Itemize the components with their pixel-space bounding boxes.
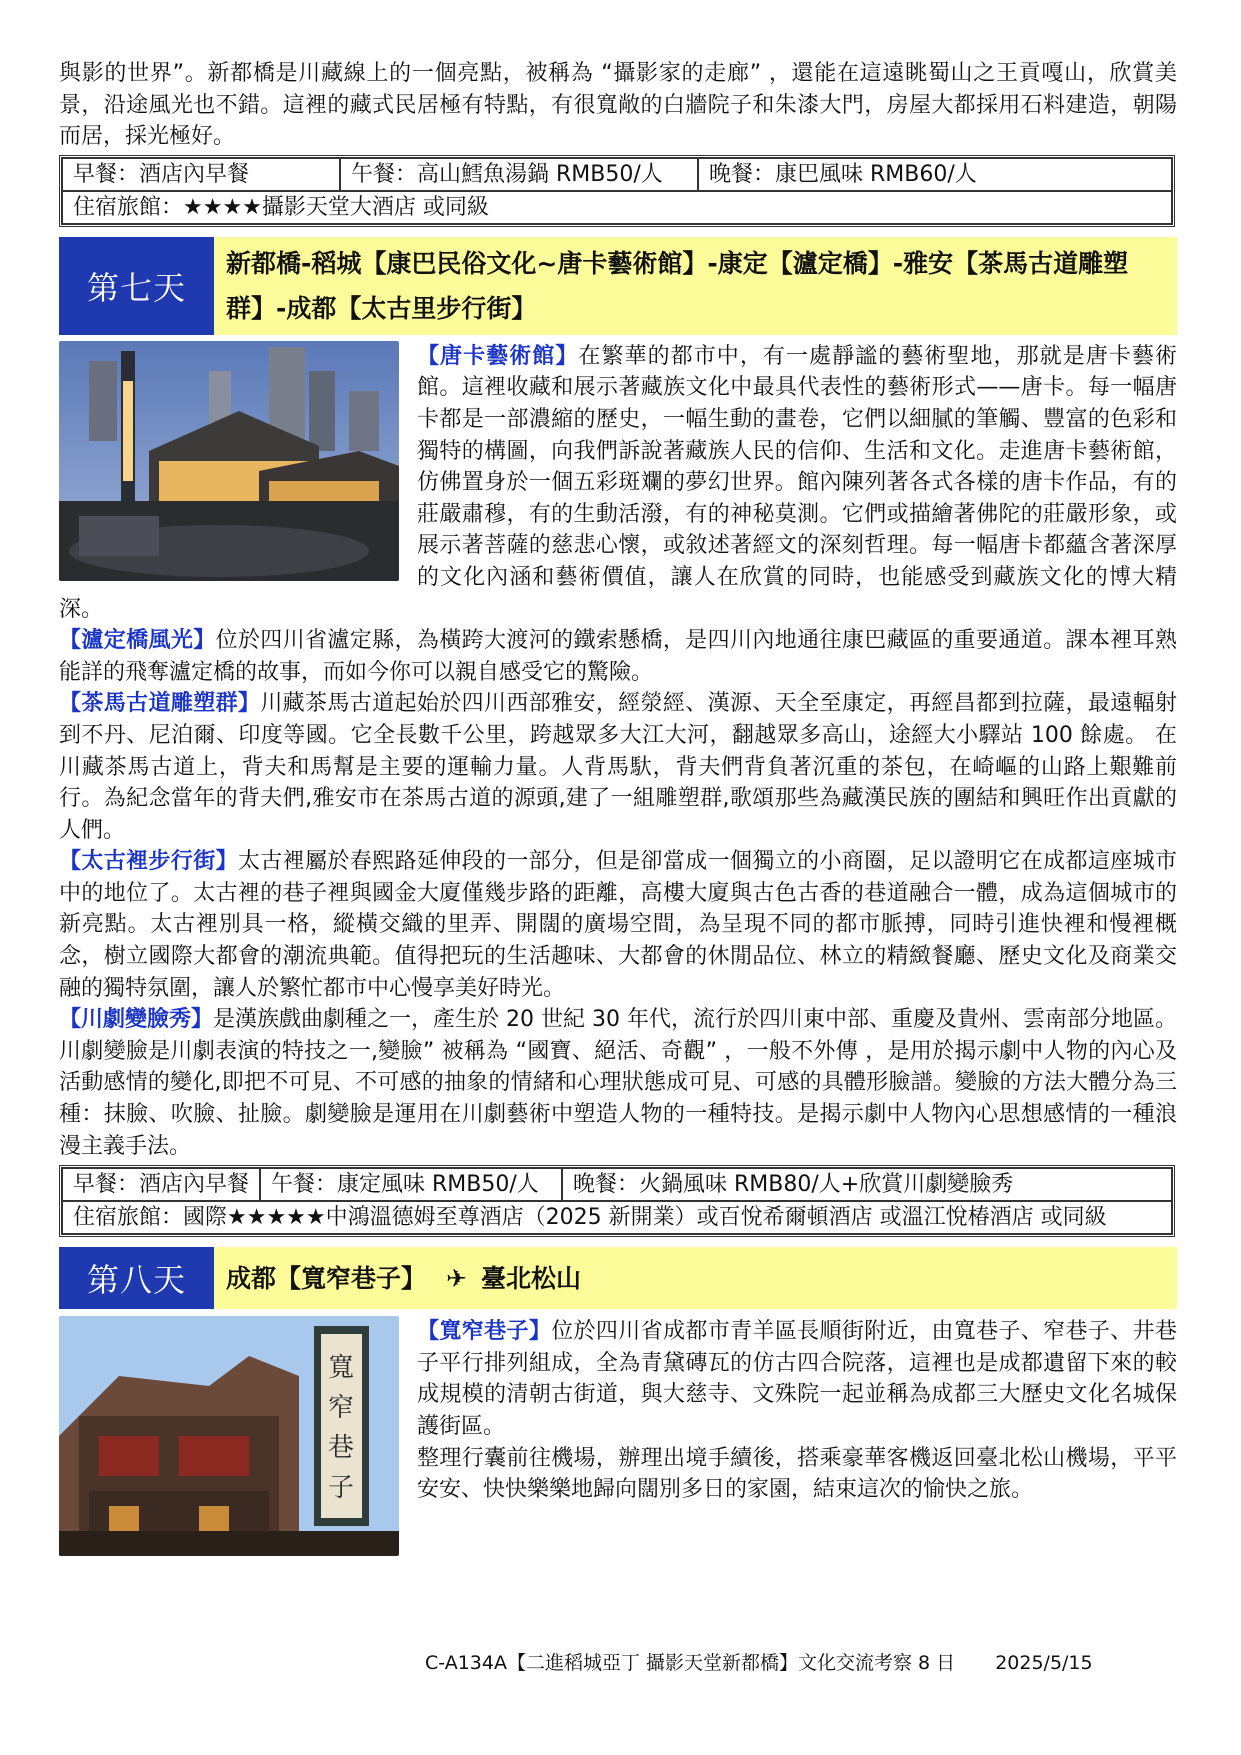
lunch-cell: 午餐：康定風味 RMB50/人 [260, 1168, 562, 1201]
day8-header [59, 1247, 1177, 1309]
taikoo-li-photo [59, 341, 399, 581]
dinner-cell: 晚餐：康巴風味 RMB60/人 [698, 158, 1172, 191]
day8-title-prefix: 成都【寬窄巷子】 [226, 1263, 427, 1293]
day8-badge: 第八天 [59, 1247, 214, 1309]
day7-body [59, 341, 1177, 1162]
taikoo-li-night-image [59, 341, 399, 581]
hotel-cell: 住宿旅館：★★★★攝影天堂大酒店 或同級 [62, 191, 1172, 224]
lunch-cell: 午餐：高山鱈魚湯鍋 RMB50/人 [340, 158, 698, 191]
kuanzhai-alley-photo [59, 1316, 399, 1556]
day8-title [214, 1247, 1177, 1309]
day7-header [59, 237, 1177, 335]
sign-glyph-4: 子 [327, 1473, 355, 1504]
kuanzhai-alley-image [59, 1316, 399, 1556]
sign-glyph-2: 窄 [327, 1393, 355, 1424]
day7-section-2: 【瀘定橋風光】位於四川省瀘定縣，為橫跨大渡河的鐵索懸橋，是四川內地通往康巴藏區的重要通道。課本裡耳熟能詳的飛奪瀘定橋的故事，而如今你可以親自感受它的驚險。 [59, 628, 1177, 685]
day7-section-4: 【太古裡步行街】太古裡屬於春熙路延伸段的一部分，但是卻當成一個獨立的小商圈，足以證明它在成都這座城市中的地位了。太古裡的巷子裡與國金大廈僅幾步路的距離，高樓大廈與古色古香的巷道融合一體，成為這個城市的新亮點。太古裡別具一格，縱橫交織的里弄、開闊的廣場空間，為呈現不同的都市脈搏，同時引進快裡和慢裡概念，樹立國際大都會的潮流典範。值得把玩的生活趣味、大都會的休閒品位、林立的精緻餐廳、歷史文化及商業交融的獨特氛圍，讓人於繁忙都市中心慢享美好時光。 [59, 849, 1177, 1001]
day7-section-5: 【川劇變臉秀】是漢族戲曲劇種之一，產生於 20 世紀 30 年代，流行於四川東中部、重慶及貴州、雲南部分地區。川劇變臉是川劇表演的特技之一,變臉” 被稱為 “國寶、絕活、奇觀” ，一般不外傳 ，是用於揭示劇中人物的內心及活動感情的變化,即把不可見、不可感的抽象的情緒和心理狀態成可見、可感的具體形臉譜。變臉的方法大體分為三種：抹臉、吹臉、扯臉。劇變臉是運用在川劇藝術中塑造人物的一種特技。是揭示劇中人物內心思想感情的一種浪漫主義手法。 [59, 1007, 1177, 1159]
airplane-icon: ✈ [446, 1263, 467, 1293]
sign-glyph-3: 巷 [327, 1433, 355, 1464]
hotel-cell: 住宿旅館：國際★★★★★中鴻溫德姆至尊酒店（2025 新開業）或百悅希爾頓酒店 或溫江悅椿酒店 或同級 [62, 1201, 1172, 1234]
day8-title-suffix: 臺北松山 [480, 1263, 581, 1293]
day7-section-1: 【唐卡藝術館】在繁華的都市中，有一處靜謐的藝術聖地，那就是唐卡藝術館。這裡收藏和展示著藏族文化中最具代表性的藝術形式——唐卡。每一幅唐卡都是一部濃縮的歷史，一幅生動的畫卷，它們以細膩的筆觸、豐富的色彩和獨特的構圖，向我們訴說著藏族人民的信仰、生活和文化。走進唐卡藝術館，仿佛置身於一個五彩斑斕的夢幻世界。館內陳列著各式各樣的唐卡作品，有的莊嚴肅穆，有的生動活潑，有的神秘莫測。它們或描繪著佛陀的莊嚴形象，或展示著菩薩的慈悲心懷，或敘述著經文的深刻哲理。每一幅唐卡都蘊含著深厚的文化內涵和藝術價值，讓人在欣賞的同時，也能感受到藏族文化的博大精深。 [59, 343, 1177, 622]
day7-badge: 第七天 [59, 237, 214, 335]
day7-title: 新都橋-稻城【康巴民俗文化~唐卡藝術館】-康定【瀘定橋】-雅安【茶馬古道雕塑群】-成都【太古里步行街】 [214, 237, 1177, 335]
footer [425, 1648, 1093, 1675]
day6-meals-table [59, 155, 1175, 227]
footer-code-title: C-A134A【二進稻城亞丁 攝影天堂新都橋】文化交流考察 8 日 [425, 1652, 956, 1674]
day8-section-1: 【寬窄巷子】位於四川省成都市青羊區長順街附近，由寬巷子、窄巷子、井巷子平行排列組成，全為青黛磚瓦的仿古四合院落，這裡也是成都遺留下來的較成規模的清朝古街道，與大慈寺、文殊院一起並稱為成都三大歷史文化名城保護街區。 [417, 1319, 1177, 1439]
sign-glyph-1: 寬 [327, 1353, 355, 1384]
breakfast-cell: 早餐：酒店內早餐 [62, 158, 340, 191]
breakfast-cell: 早餐：酒店內早餐 [62, 1168, 260, 1201]
footer-date: 2025/5/15 [995, 1652, 1093, 1674]
intro-paragraph: 與影的世界”。新都橋是川藏線上的一個亮點，被稱為 “攝影家的走廊” ，還能在這遠眺蜀山之王貢嘎山，欣賞美景，沿途風光也不錯。這裡的藏式民居極有特點，有很寬敞的白牆院子和朱漆大門，房屋大都採用石料建造，朝陽而居，採光極好。 [59, 61, 1177, 150]
itinerary-page [59, 58, 1177, 1562]
day8-body [59, 1316, 1177, 1562]
dinner-cell: 晚餐：火鍋風味 RMB80/人+欣賞川劇變臉秀 [562, 1168, 1172, 1201]
day7-section-3: 【茶馬古道雕塑群】川藏茶馬古道起始於四川西部雅安，經滎經、漢源、天全至康定，再經昌都到拉薩，最遠輻射到不丹、尼泊爾、印度等國。它全長數千公里，跨越眾多大江大河，翻越眾多高山，途經大小驛站 100 餘處。 在川藏茶馬古道上，背夫和馬幫是主要的運輸力量。人背馬馱，背夫們背負著沉重的茶包，在崎嶇的山路上艱難前行。為紀念當年的背夫們,雅安市在茶馬古道的源頭,建了一組雕塑群,歌頌那些為藏漢民族的團結和興旺作出貢獻的人們。 [59, 691, 1177, 843]
day8-closing: 整理行囊前往機場，辦理出境手續後，搭乘豪華客機返回臺北松山機場，平平安安、快快樂樂地歸向闊別多日的家園，結束這次的愉快之旅。 [417, 1445, 1177, 1503]
day7-meals-table [59, 1165, 1175, 1237]
